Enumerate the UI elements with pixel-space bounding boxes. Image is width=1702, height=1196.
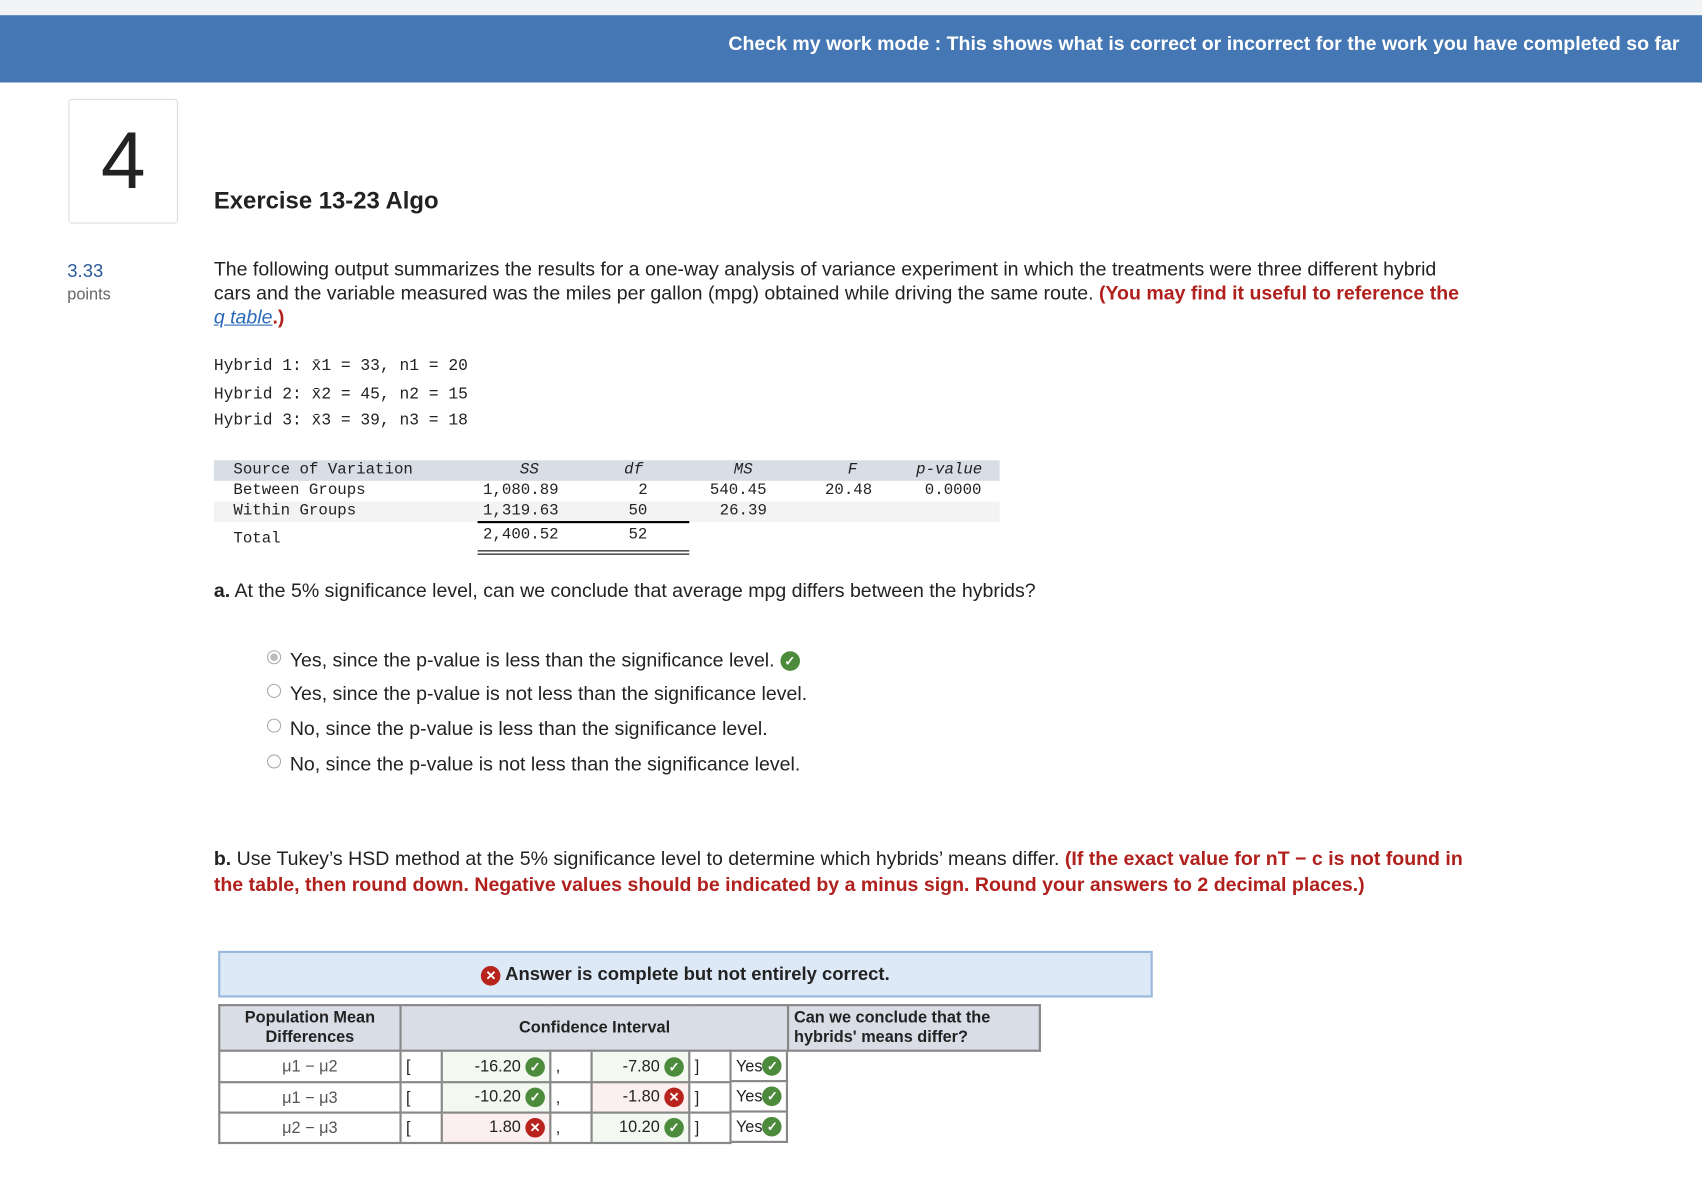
intro-body: The following output summarizes the results for a one-way analysis of variance experiment in which the treatments were three different hybrid cars and the variable measured was the miles per gallon (mpg) obtained while driving the same route.	[213, 258, 1437, 304]
radio-button[interactable]	[267, 650, 281, 664]
points-value: 3.33	[67, 260, 104, 282]
upper-bound-input[interactable]: -7.80 ✓	[592, 1051, 690, 1082]
result-message: ✕ Answer is complete but not entirely correct.	[218, 951, 1153, 998]
hybrid-2: Hybrid 2: x̄2 = 45, n2 = 15	[213, 385, 468, 404]
question-number: 4	[68, 99, 178, 224]
check-icon: ✓	[780, 651, 800, 671]
part-b-question: b. Use Tukey’s HSD method at the 5% significance level to determine which hybrids’ means differ. (If the exact value for nT − c is not found in the table, then round down. Negative values should be indicated by a minus sign. Round your answers to 2 decimal places.)	[213, 847, 1463, 896]
radio-button[interactable]	[267, 754, 281, 768]
table-row	[219, 1082, 1040, 1112]
header-pair: Population Mean Differences	[219, 1005, 400, 1051]
exercise-title: Exercise 13-23 Algo	[213, 186, 439, 214]
x-icon: ✕	[481, 966, 501, 986]
bracket: ]	[689, 1113, 730, 1143]
pair-label: μ1 − μ2	[219, 1051, 400, 1082]
comma: ,	[550, 1082, 591, 1112]
anova-row: Between Groups 1,080.89 2 540.45 20.48 0.0000	[233, 481, 982, 500]
option-a2[interactable]: Yes, since the p-value is not less than the significance level.	[267, 683, 807, 706]
option-a1[interactable]: Yes, since the p-value is less than the significance level. ✓	[267, 649, 800, 672]
intro-text	[214, 257, 1473, 329]
conclude-select[interactable]: Yes ✓	[732, 1113, 789, 1143]
check-icon: ✓	[525, 1088, 545, 1108]
check-icon: ✓	[763, 1117, 783, 1137]
q-table-link[interactable]: q table	[213, 306, 273, 328]
anova-header: Source of Variation SS df MS F p-value	[214, 460, 1000, 481]
hybrid-1: Hybrid 1: x̄1 = 33, n1 = 20	[213, 357, 468, 376]
header-ci: Confidence Interval	[401, 1005, 789, 1051]
answer-table	[218, 1004, 1041, 1144]
comma: ,	[550, 1051, 591, 1082]
lower-bound-input[interactable]: 1.80 ✕	[442, 1113, 551, 1143]
points-label: points	[67, 285, 111, 304]
bracket: [	[401, 1082, 442, 1112]
top-bar	[0, 0, 1702, 15]
points	[67, 261, 110, 304]
intro-hint: (You may find it useful to reference the q table.)	[213, 282, 1460, 328]
conclude-select[interactable]: Yes ✓	[732, 1052, 789, 1082]
check-icon: ✓	[664, 1118, 684, 1138]
upper-bound-input[interactable]: -1.80 ✕	[592, 1082, 690, 1112]
bracket: ]	[689, 1082, 730, 1112]
x-icon: ✕	[664, 1088, 684, 1108]
bracket: [	[401, 1051, 442, 1082]
header-conclude: Can we conclude that the hybrids' means differ?	[789, 1005, 1041, 1051]
banner-text: Check my work mode : This shows what is correct or incorrect for the work you have completed so far	[728, 32, 1680, 55]
radio-button[interactable]	[267, 684, 281, 698]
part-a-question: a. At the 5% significance level, can we conclude that average mpg differs between the hybrids?	[213, 579, 1036, 602]
pair-label: μ1 − μ3	[219, 1082, 400, 1112]
check-icon: ✓	[763, 1087, 783, 1107]
bracket: [	[401, 1113, 442, 1143]
x-icon: ✕	[525, 1118, 545, 1138]
bracket: ]	[689, 1051, 730, 1082]
lower-bound-input[interactable]: -10.20 ✓	[442, 1082, 551, 1112]
option-a4[interactable]: No, since the p-value is not less than the significance level.	[267, 753, 800, 776]
lower-bound-input[interactable]: -16.20 ✓	[442, 1051, 551, 1082]
anova-table	[214, 460, 1000, 552]
option-a3[interactable]: No, since the p-value is less than the significance level.	[267, 717, 768, 740]
table-row	[219, 1113, 1040, 1143]
anova-row: Total 2,400.52 52	[214, 522, 1000, 552]
comma: ,	[550, 1113, 591, 1143]
upper-bound-input[interactable]: 10.20 ✓	[592, 1113, 690, 1143]
conclude-select[interactable]: Yes ✓	[732, 1082, 789, 1112]
check-mode-banner	[0, 15, 1702, 82]
pair-label: μ2 − μ3	[219, 1113, 400, 1143]
hybrid-3: Hybrid 3: x̄3 = 39, n3 = 18	[213, 411, 468, 430]
radio-button[interactable]	[267, 719, 281, 733]
check-icon: ✓	[763, 1056, 783, 1076]
table-row	[219, 1051, 1040, 1082]
anova-row: Within Groups 1,319.63 50 26.39	[214, 501, 1000, 522]
check-icon: ✓	[525, 1057, 545, 1077]
check-icon: ✓	[664, 1057, 684, 1077]
